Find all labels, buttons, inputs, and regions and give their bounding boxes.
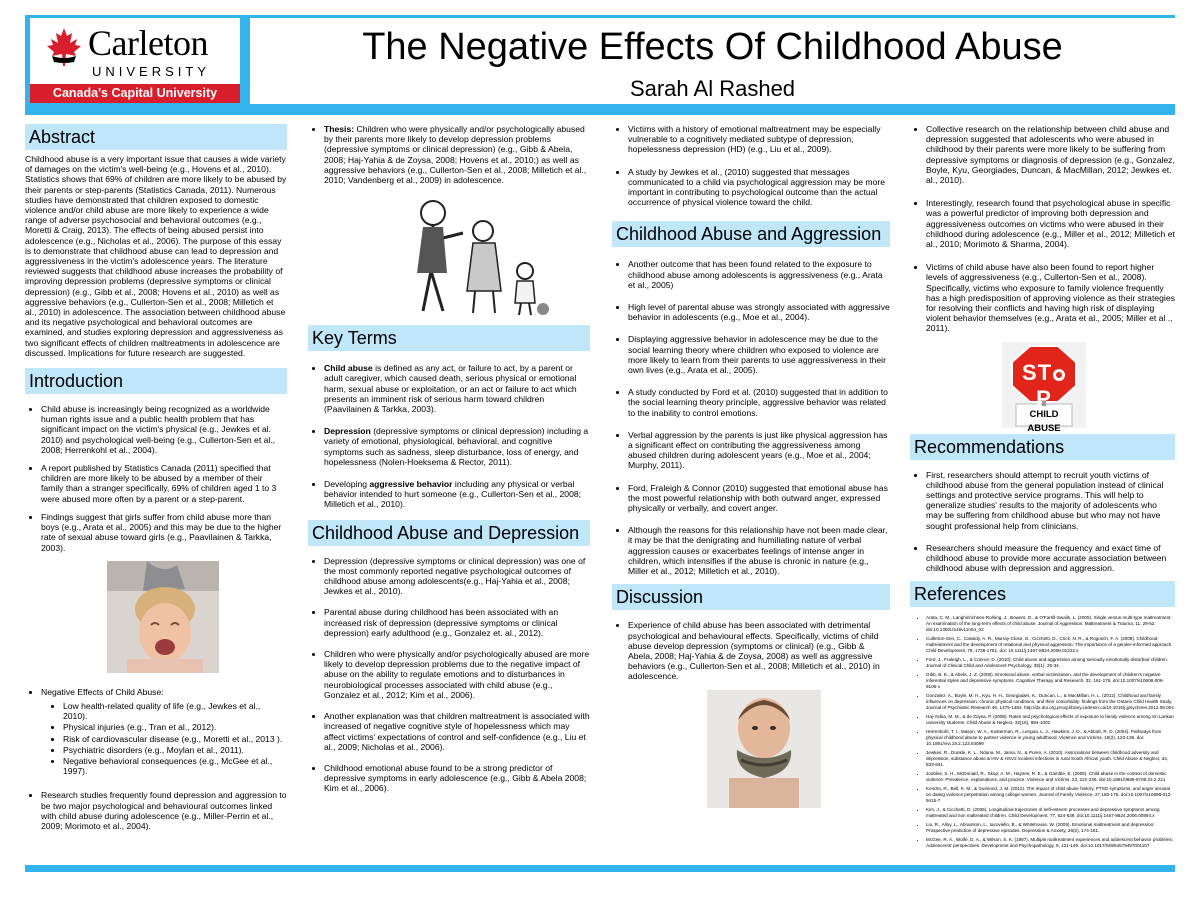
summary-list [910,124,1175,334]
negative-effects-list [25,687,287,831]
thesis-list [308,124,590,185]
list-item: • Children who were physically and/or psychologically abused are more likely to develop depression problems due to the negative impact of abuse on the ability to regulate emotions and to disturbances in neurobiological processes associated with child abuse (e.g., Gonzalez et al., 2012; Kim et al., 2006). [324,649,590,700]
list-item [41,687,287,777]
list-item: • Childhood emotional abuse found to be a strong predictor of depressive symptoms in early adolescence (e.g., Gibb & Abela 2008; Kim et al., 2006). [324,763,590,794]
poster-author: Sarah Al Rashed [629,76,796,101]
list-item [324,124,590,185]
child-photo-image [707,690,821,808]
term-depression-definition: (depressive symptoms or clinical depression) including a variety of emotional, physiological, behavioral, and cognitive symptoms such as sadness, sleep disturbance, loss of energy, and hopelessness (Nolen-Hoeksema & Rector, 2011). [324,426,589,467]
references-heading: References [910,581,1175,607]
reference-item: • Liu, R., Alloy, L., Abramson, L., Iacoviello, B., & Whitehouse, W. (2009). Emotional maltreatment and depression: Prospective prediction of depressive episodes. Depression & Anxiety, 26(2), 174-181. [926,822,1175,834]
reference-item: • McGee, R. A., Wolfe, D. A., & Wilson, S. K. (1997). Multiple maltreatment experiences and adolescent behavior problems: Adolescents' perspectives. Development and Psychopathology, 9, 131-149. doi:10.1017/S0954579497001107 [926,837,1175,849]
stop-sign-letters: ST [1021,359,1053,385]
reference-item: • Haj-Yahia, M. M., & de Zoysa, P. (2008). Rates and psychological effects of exposure to family violence among Sri Lankan university students. Child Abuse & Neglect, 32(10), 994-1002 [926,714,1175,726]
depression-list [308,556,590,794]
list-item: • Ford, Fraleigh & Connor (2010) suggested that emotional abuse has the most powerful relationship with both outward anger, expressed physically or verbally, and covert anger. [628,483,890,514]
title-panel [250,18,1175,104]
list-item: • First, researchers should attempt to recruit youth victims of childhood abuse from the general population instead of clinical settings and protective service programs. This will help to generalize studies' results to the majority of adolescents who may be suffering from childhood abuse but who may not have sought professional help from clinicians. [926,470,1175,531]
list-item: • Findings suggest that girls suffer from child abuse more than boys (e.g., Arata et al., 2005) and this may be due to the higher rate of sexual abuse toward girls (e.g., Paavilainen & Tarkka, 2003). [41,512,287,553]
aggression-heading: Childhood Abuse and Aggression [612,221,890,247]
abstract-text: Childhood abuse is a very important issue that causes a wide variety of damages on the victim's well-being (e.g., Hovens et al., 2010). Statistics shows that 69% of children are more likely to be abused by their parents or step-parents (Statistics Canada, 2011). Numerous studies have demonstrated that children exposed to domestic violence and/or child abuse are more likely to experience a wide range of adverse psychosocial and behavioral outcomes (e.g., Moretti & Craig, 2013). The effects of being abused persist into adolescence (e.g., Nicholas et al., 2006). The purpose of this essay is to demonstrate that childhood abuse can lead to depression and aggressiveness in the victim's adolescence years. The literature reviewed suggests that childhood abuse increases the probability of improving depression problems (depressive symptoms or clinical depression) (e.g., Gibb et al., 2008; Hovens et al., 2010) as well as aggressive behaviors (e.g., Cullerton-Sen et al., 2008; Milletich et al., 2010) in adolescence. The association between childhood abuse and its negative psychological and behavioral outcomes are examined, and studies exploring depression and aggressiveness as two significant effects of children maltreatments in adolescence are discussed. Implications for future research are suggested. [25,154,287,358]
term-child-abuse: Child abuse [324,363,373,374]
column-2 [308,124,590,802]
column-4 [910,124,1175,852]
list-item: • Risk of cardiovascular disease (e.g., Moretti et al., 2013 ). [63,734,287,744]
term-child-abuse-definition: is defined as any act, or failure to act, by a parent or adult caregiver, which caused death, serious physical or emotional harm, sexual abuse or exploitation, or an act or failure to act which presents an imminent risk of serious harm toward children (Paavilainen & Tarkka, 2003). [324,363,577,415]
stop-sign-word [1016,360,1072,412]
reference-item: • Cullerton-Sen, C., Cassidy, A. R., Murray-Close, D., Cicchetti, D., Crick, N. R., & Rogosch, F. A. (2008). Childhood maltreatment and the development of relational and physical aggression: The importance of a gender-informed approach. Child Development, 79, 1736-1751. doi: 10.1111/j.1467-8624.2008.01222.x [926,636,1175,654]
key-terms-heading: Key Terms [308,325,590,351]
depression-heading: Childhood Abuse and Depression [308,520,590,546]
list-item: • Physical injuries (e.g., Tran et al., 2012). [63,722,287,732]
logo-wordmark: Carleton [88,23,208,63]
list-item: • Interestingly, research found that psychological abuse in specific was a powerful predictor of improving both depression and aggressiveness outcomes on victims who were abused in their childhood during adolescence (e.g., Miller et al., 2012; Milletich et al., 2010; Morimoto & Sharma, 2004). [926,198,1175,249]
list-item: • Victims of child abuse have also been found to report higher levels of aggressiveness (e.g., Cullerton-Sen et al., 2008). Specifically, victims who exposure to family violence frequently has a high predisposition of approving violence as their strategies for resolving their conflicts and having high risk of displaying violent behavior themselves (e.g., Arata et al., 2005; Miller et al ., 2011). [926,262,1175,333]
aggression-list [612,259,890,576]
poster-title: The Negative Effects Of Childhood Abuse [362,26,1063,68]
list-item: • Another outcome that has been found related to the exposure to childhood abuse among adolescents is aggressiveness (e.g., Arata et al., 2005) [628,259,890,290]
reference-item: • Kim, J., & Cicchetti, D. (2006). Longitudinal trajectories of self-esteem processes and depressive symptoms among maltreated and non maltreated children. Child Development, 77, 624-639. doi:10.1111/j.1467-8624.2006.00894.x [926,807,1175,819]
abstract-heading: Abstract [25,124,287,150]
stop-sign-image [1002,342,1086,434]
column-1 [25,124,287,839]
reference-item: • Herrenkohl, T. I., Mason, W. A., Kosterman, R., Lengua, L. J., Hawkins, J. D., & Abbott, R. D. (2004). Pathways from physical childhood abuse to partner violence in young adulthood. Violence and Victims, 19(2), 123-136. doi: 10.1891/vivi.19.2.123.64099 [926,729,1175,747]
term-depression: Depression [324,426,371,437]
recommendations-heading: Recommendations [910,434,1175,460]
reference-item: • Gonzalez, A., Boyle, M. H., Kyu, H. H., Georgiades, K., Duncan, L., & MacMillan, H. L. (2012). Childhood and family influences on depression, chronic physical conditions, and their comorbidity: findings from the Ontario Child Health Study. Journal of Psychiatric Research 46, 1475-1482. http://dx.doi.org.proxy.library.carleton.ca/10.1016/j.jpsychires.2012.08.004 [926,693,1175,711]
reference-item: • Gibb, B. E., & Abela, J. Z. (2008). Emotional abuse, verbal victimization, and the development of children's negative inferential styles and depressive symptoms. Cognitive Therapy and Research, 32, 161-176. doi:10.1007/s10608-006-9106-x [926,672,1175,690]
discussion-heading: Discussion [612,584,890,610]
list-item: • Verbal aggression by the parents is just like physical aggression has a significant effect on contributing the aggressiveness among abused children during adolescent years (e.g., Moe et al., 2004; Murphy, 2011). [628,430,890,471]
abuse-sketch-image [363,191,553,319]
list-item [324,426,590,467]
discussion-list [612,620,890,681]
list-item: • Although the reasons for this relationship have not been made clear, it may be that the denigrating and humiliating nature of verbal aggression causes or exacerbates feelings of intense anger in children, which intensifies if the abuse is chronic in nature (e.g., Miller et al., 2012; Milletich et al., 2010). [628,525,890,576]
footer-bar [25,865,1175,872]
list-item: • Depression (depressive symptoms or clinical depression) was one of the most commonly reported negative psychological outcomes of childhood abuse among adolescents(e.g., Haj-Yahia et al., 2008; Jewkes et al., 2010). [324,556,590,597]
list-item: • A study by Jewkes et al., (2010) suggested that messages communicated to a child via psychological aggression may be more important in contributing to psychological outcome than the actual occurrence of physical violence toward the child. [628,167,890,208]
list-item: • Displaying aggressive behavior in adolescence may be due to the social learning theory where children who exposed to violence are more likely to learn from their parents to use aggressiveness in their own lives (e.g., Arata et al., 2005). [628,334,890,375]
term-aggression-prefix: Developing [324,479,370,490]
list-item: • Low health-related quality of life (e.g., Jewkes et al., 2010). [63,701,287,721]
list-item: • A report published by Statistics Canada (2011) specified that children are more likely to be abused by a member of their family than a stranger specifically, 69% of children aged 1 to 3 were abused more often by a parent or a step-parent. [41,463,287,504]
reference-item: • Kendra, R., Bell, K. M., & Guimond, J. M. (2012). The impact of child abuse history, PTSD symptoms, and anger arousal on dating violence perpetration among college women. Journal of Family Violence, 27,165-175. doi:10.1007/s10896-012-9415-7 [926,786,1175,804]
recommendations-list [910,470,1175,574]
list-item: • Collective research on the relationship between child abuse and depression suggested that adolescents who were abused in childhood by their parents were more likely to be suffering from depressive symptoms or diagnosis of depression (e.g., Gonzalez, Boyle, Kyu, Georgiades, Duncan, & MacMillan, 2012; Jewkes et. al., 2010). [926,124,1175,185]
list-item [324,363,590,414]
list-item: • Researchers should measure the frequency and exact time of childhood abuse to provide more accurate association between childhood abuse with depression and aggression. [926,543,1175,574]
list-item: • Psychiatric disorders (e.g., Moylan et al., 2011). [63,745,287,755]
list-item: • Another explanation was that children maltreatment is associated with increased of negative cognitive style of hopelessness which may affect victims' expectations of control and self-confidence (e.g., Liu et al., 2009; Nicholas et al., 2006). [324,711,590,752]
list-item: • Victims with a history of emotional maltreatment may be especially vulnerable to a cognitively mediated subtype of depression, hopelessness depression (HD) (e.g., Liu et al., 2009). [628,124,890,155]
thesis-text: Children who were physically and/or psychologically abused by their parents more likely to develop depression problems (depressive symptoms or clinical depression) (e.g., Gibb & Abela, 2008; Haj-Yahia & de Zoysa, 2008; Hovens et al., 2010;) as well as aggressive behaviors (e.g., Cullerton-Sen et al., 2008; Milletich et al., 2010; Vandenberg et al., 2009) in adolescence. [324,124,587,186]
crying-child-photo [107,561,219,673]
university-logo [30,18,240,103]
reference-item: • Jewkes, R., Dunkle, K. L., Nduna, M., Jama, N., & Puren, A. (2010). Associations between childhood adversity and depression, substance abuse & HIV & HSV2 incident infections in rural South African youth. Child Abuse & Neglect, 34, 833-841. [926,750,1175,768]
negative-effects-sublist [41,701,287,776]
logo-tagline: Canada's Capital University [30,84,240,103]
list-item: • Experience of child abuse has been associated with detrimental psychological and behavioural effects. Specifically, victims of child abuse develop depression (symptoms or clinical) (e.g., Gibb & Abela, 2008; Haj-Yahia & de Zoysa, 2008) as well as aggressive behaviors (e.g., Cullerton-Sen et al., 2008; Milletich et al., 2010) in adolescence. [628,620,890,681]
stop-sign-o-hand [1053,369,1065,381]
list-item: • Parental abuse during childhood has been associated with an increased risk of depression (depressive symptoms or clinical depression) early adulthood (e.g., Gonzalez et. al., 2012). [324,607,590,638]
list-item: • High level of parental abuse was strongly associated with aggressive behavior in adolescents (e.g., Moe et al., 2004). [628,302,890,322]
list-item [324,479,590,510]
list-item: • Child abuse is increasingly being recognized as a worldwide human rights issue and a public health problem that has significant impact on the victim's physical (e.g., Jewkes et al. 2010) and psychological well-being (e.g., Cullerton-Sen et al., 2008; Herrenkohl et al., 2004). [41,404,287,455]
term-aggressive-behavior: aggressive behavior [369,479,453,490]
term-aggression-definition: including any physical or verbal behavior intended to hurt someone (e.g., Cullerton-Sen et al., 2008; Milletich et al., 2010). [324,479,582,510]
reference-item: • Joubles, S. H., McDonald, R., Skop, A. M., Haynes, R. E., & Gamble, E. (2005). Child abuse in the context of domestic violence: Prevalence, explanations, and practice. Violence and Victims, 23, 221-235. doi:10.1891/0886-6708.23.2.221 [926,771,1175,783]
list-item: • Negative behavioral consequences (e.g., McGee et al., 1997). [63,756,287,776]
introduction-heading: Introduction [25,368,287,394]
maple-leaf-icon [44,26,84,72]
family-abuse-illustration [363,191,553,319]
thesis-label: Thesis: [324,124,355,134]
reference-item: • Ford, J., Fraleigh, L., & Connor, D. (2010). Child abuse and aggression among seriously emotionally disturbed children. Journal of Clinical Child and Adolescent Psychology, 39(1), 25-34. [926,657,1175,669]
list-item: • Research studies frequently found depression and aggression to be two major psychological and behavioural outcomes linked with child abuse during adolescence (e.g., Miller-Perrin et al., 2009; Morimoto et al., 2004). [41,790,287,831]
crying-child-image [107,561,219,673]
references-list [910,615,1175,849]
introduction-list [25,404,287,553]
stop-sign-caption: CHILD ABUSE [1027,408,1061,434]
child-snake-photo [707,690,821,808]
reference-item: • Arata, C. M., Langhinrichsen-Rohling, J., Bowers, D., & O'Farrill-Swails, L. (2005). Single versus multi-type maltreatment: An examination of the long-term effects of child abuse. Journal of Aggression, Maltreatment & Trauma, 11, 29-52. doi:10.1300/J146v11n04_02 [926,615,1175,633]
column-3 [612,124,890,808]
negative-effects-label: Negative Effects of Child Abuse: [41,686,164,697]
stop-sign-letter-p: P [1036,385,1052,411]
list-item: • A study conducted by Ford et al. (2010) suggested that in addition to the social learning theory principle, aggressive behavior was related to the inability to control emotions. [628,387,890,418]
depression-continued-list [612,124,890,207]
key-terms-list [308,363,590,509]
logo-university-word: UNIVERSITY [92,64,211,79]
